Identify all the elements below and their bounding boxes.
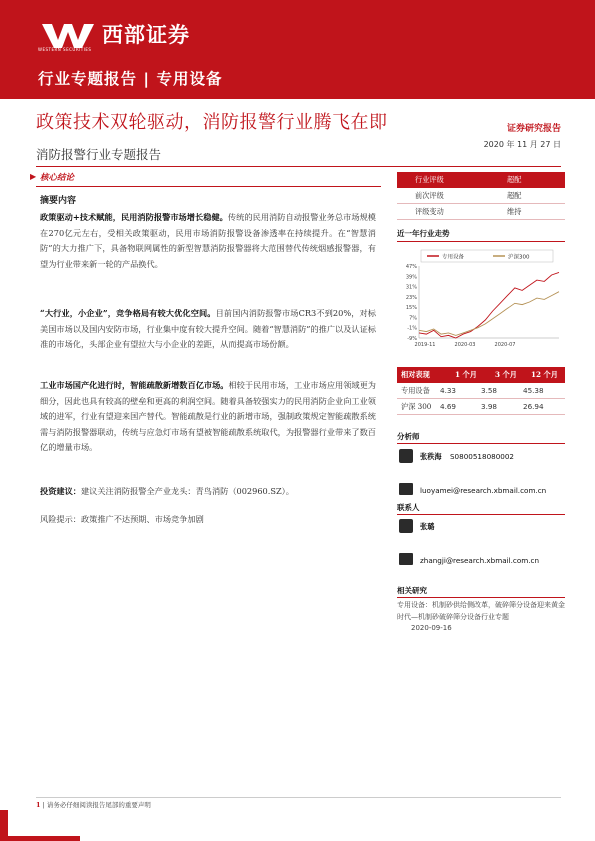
perf-header-cell: 相对表现 xyxy=(401,370,430,379)
footer: 1 | 请务必仔细阅读报告尾部的重要声明 xyxy=(36,801,151,809)
analyst-section-label: 分析师 xyxy=(397,432,420,441)
y-tick-label: -1% xyxy=(407,325,417,332)
divider xyxy=(397,514,565,515)
y-tick-label: 47% xyxy=(405,264,417,270)
performance-row xyxy=(397,383,565,399)
person-icon xyxy=(399,519,413,533)
x-tick-label: 2020-07 xyxy=(494,342,516,348)
chart-section-label: 近一年行业走势 xyxy=(397,229,450,238)
analyst-name: 张秩海 xyxy=(420,452,442,461)
divider xyxy=(397,443,565,444)
divider xyxy=(36,166,561,167)
contact-section-label: 联系人 xyxy=(397,503,420,512)
performance-header xyxy=(397,367,565,383)
related-section-label: 相关研究 xyxy=(397,586,427,595)
rating-value: 超配 xyxy=(507,191,522,200)
paragraph-lead: 工业市场国产化进行时，智能疏散新增数百亿市场。 xyxy=(40,380,229,390)
divider xyxy=(36,186,381,187)
contact-email[interactable]: zhangji@research.xbmail.com.cn xyxy=(420,556,540,565)
perf-header-cell: 12 个月 xyxy=(531,370,558,379)
person-icon xyxy=(399,449,413,463)
series-line xyxy=(419,272,559,338)
footer-disclaimer: 请务必仔细阅读报告尾部的重要声明 xyxy=(46,801,151,809)
y-tick-label: 23% xyxy=(405,294,417,301)
rating-row xyxy=(397,188,565,204)
divider xyxy=(397,241,565,242)
legend-box xyxy=(421,250,553,262)
report-subtitle: 消防报警行业专题报告 xyxy=(36,147,162,162)
x-tick-label: 2019-11 xyxy=(414,342,436,348)
contact-name: 张璐 xyxy=(420,522,435,531)
y-tick-label: 31% xyxy=(405,284,417,291)
perf-cell: 4.33 xyxy=(440,386,457,395)
arrow-icon: ▶ xyxy=(30,172,37,181)
company-logo xyxy=(38,20,100,50)
performance-row xyxy=(397,399,565,415)
y-tick-label: 7% xyxy=(409,315,417,322)
analyst-cert: S0800518080002 xyxy=(450,452,515,461)
paragraph-body: 建议关注消防报警全产业龙头：青鸟消防（002960.SZ）。 xyxy=(80,486,294,496)
mail-icon xyxy=(399,553,413,565)
paragraph-lead: 政策驱动+技术赋能，民用消防报警市场增长稳健。 xyxy=(40,212,228,222)
rating-label: 评级变动 xyxy=(415,207,444,216)
investment-advice xyxy=(40,484,376,500)
risk-warning xyxy=(40,512,376,528)
divider xyxy=(397,597,565,598)
brand-english: WESTERN SECURITIES xyxy=(38,47,92,52)
related-title: 专用设备：机制砂供给侧改革，破碎筛分设备迎来黄金时代—机制砂破碎筛分设备行业专题 xyxy=(397,601,565,621)
perf-header-cell: 1 个月 xyxy=(455,370,477,379)
related-date: 2020-09-16 xyxy=(411,624,452,632)
rating-label: 前次评级 xyxy=(415,191,444,200)
paragraph-body: 相较于民用市场，工业市场应用领域更为细分，因此也具有较高的壁垒和更高的利润空间。随着具备较强实力的民用消防企业向工业领域的进军，行业有望迎来国产替代。智能疏散是行业的新增市场，强制政策规定智能疏散系统需与消防报警器联动，传统与应急灯市场有望被智能疏散系统取代，为报警器行业带来了数百亿的增量市场。 xyxy=(40,380,376,452)
x-tick-label: 2020-03 xyxy=(454,342,476,348)
rating-header xyxy=(397,172,565,188)
analyst-email[interactable]: luoyamei@research.xbmail.com.cn xyxy=(420,486,547,495)
report-date: 2020 年 11 月 27 日 xyxy=(483,140,561,149)
paragraph-lead: 投资建议： xyxy=(40,486,81,496)
legend-label: 沪深300 xyxy=(508,254,530,261)
perf-cell: 专用设备 xyxy=(401,386,430,395)
rating-value: 维持 xyxy=(507,207,522,216)
perf-cell: 沪深 300 xyxy=(401,402,432,411)
report-title: 政策技术双轮驱动，消防报警行业腾飞在即 xyxy=(36,112,388,133)
paragraph-body: 目前国内消防报警市场CR3不到20%，对标美国市场以及国内安防市场，行业集中度有较大提升空间。随着“智慧消防”的推广以及认证标准的市场化，头部企业有望拉大与小企业的差距，从而提高市场份额。 xyxy=(40,308,376,349)
rating-row xyxy=(397,204,565,220)
y-tick-label: 39% xyxy=(405,274,417,281)
y-tick-label: 15% xyxy=(405,305,417,312)
perf-cell: 3.58 xyxy=(481,386,498,395)
perf-cell: 26.94 xyxy=(523,402,544,411)
page-number: 1 xyxy=(36,801,41,809)
mail-icon xyxy=(399,483,413,495)
legend-label: 专用设备 xyxy=(442,254,465,261)
summary-label: 摘要内容 xyxy=(40,196,77,206)
perf-header-cell: 3 个月 xyxy=(495,370,517,379)
paragraph-body: 传统的民用消防自动报警业务总市场规模在270亿元左右，受相关政策驱动，民用市场消防报警设备渗透率在持续提升。在“智慧消防”的大力推广下，具备物联网属性的新型智慧消防报警器将大范围替代传统烟感报警器，有望为行业带来新一轮的产品换代。 xyxy=(40,212,376,269)
trend-chart xyxy=(397,248,565,348)
paragraph-3 xyxy=(40,378,376,456)
rating-header-value: 超配 xyxy=(507,175,522,184)
section-title: 行业专题报告 | 专用设备 xyxy=(38,70,223,88)
brand-name: 西部证券 xyxy=(102,23,190,47)
perf-cell: 45.38 xyxy=(523,386,544,395)
paragraph-1 xyxy=(40,210,376,272)
related-report[interactable] xyxy=(397,600,565,635)
core-label: 核心结论 xyxy=(40,173,75,183)
corner-decoration xyxy=(0,836,80,841)
perf-cell: 3.98 xyxy=(481,402,498,411)
footer-divider xyxy=(36,797,561,798)
report-type: 证券研究报告 xyxy=(506,124,561,134)
series-line xyxy=(419,292,559,336)
rating-header-label: 行业评级 xyxy=(415,175,444,184)
paragraph-2 xyxy=(40,306,376,353)
paragraph-lead: “大行业，小企业”，竞争格局有较大优化空间。 xyxy=(40,308,216,318)
paragraph-body: 风险提示：政策推广不达预期、市场竞争加剧 xyxy=(40,514,204,524)
y-tick-label: -9% xyxy=(407,336,417,342)
perf-cell: 4.69 xyxy=(440,402,457,411)
